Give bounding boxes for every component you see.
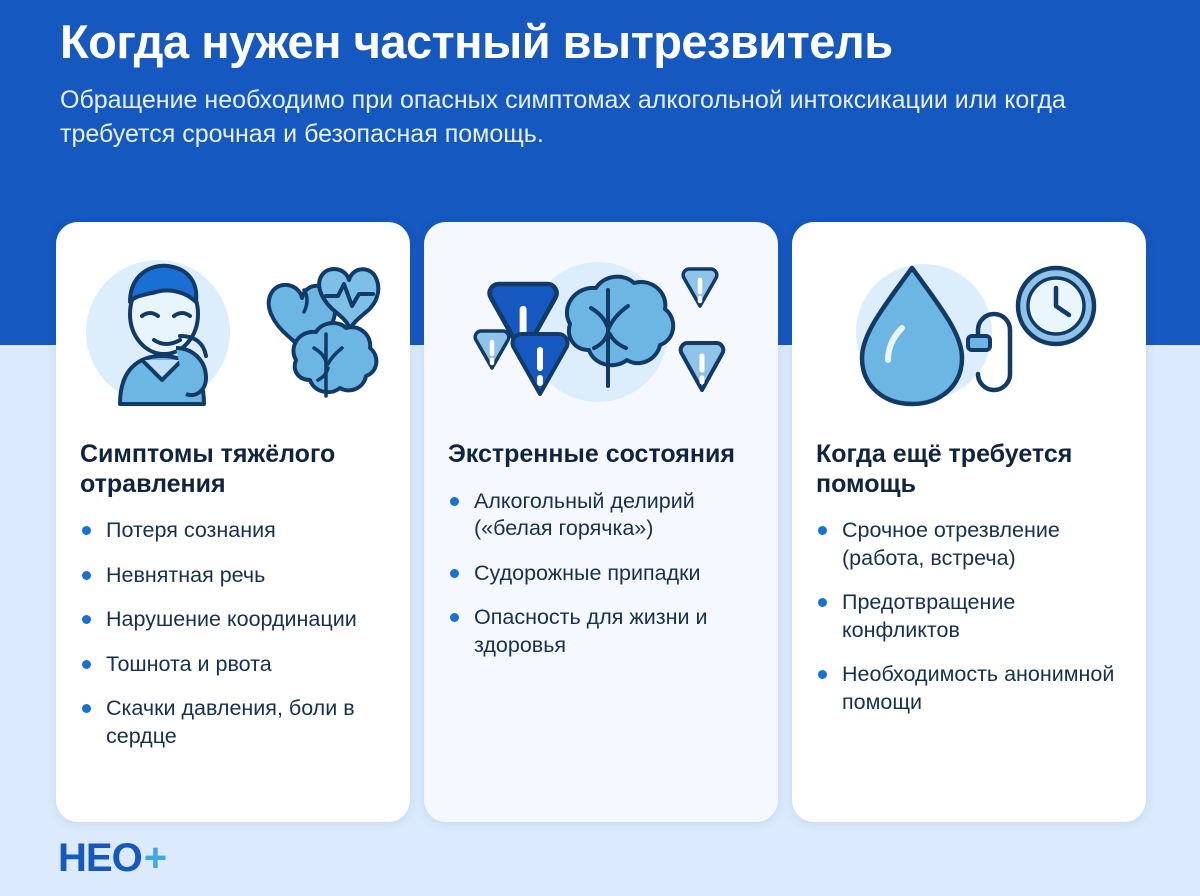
page-subtitle: Обращение необходимо при опасных симптомах алкогольной интоксикации или когда требуется срочная и безопасная помощь. bbox=[60, 85, 1066, 149]
list-item: Потеря сознания bbox=[80, 517, 386, 545]
logo-text: НЕО bbox=[58, 836, 142, 880]
list-item: Нарушение координации bbox=[80, 606, 386, 634]
logo-plus-icon: + bbox=[143, 836, 168, 880]
list-item: Алкогольный делирий («белая горячка») bbox=[448, 488, 754, 543]
card-3-list bbox=[816, 517, 1122, 716]
list-item: Судорожные припадки bbox=[448, 560, 754, 588]
warning-triangle-icon bbox=[475, 331, 509, 368]
bottom-strip bbox=[0, 888, 1200, 896]
card-2-artwork bbox=[448, 244, 754, 424]
card-3-artwork bbox=[816, 244, 1122, 424]
card-emergency-states bbox=[424, 222, 778, 822]
sick-person-illustration bbox=[80, 244, 386, 424]
card-2-title: Экстренные состояния bbox=[448, 440, 735, 468]
brand-logo bbox=[58, 838, 167, 878]
list-item: Опасность для жизни и здоровья bbox=[448, 604, 754, 659]
brain-icon bbox=[293, 323, 376, 396]
card-1-title: Симптомы тяжёлого отравления bbox=[80, 440, 336, 498]
card-1-list bbox=[80, 517, 386, 750]
page-title: Когда нужен частный вытрезвитель bbox=[60, 15, 893, 68]
card-other-help bbox=[792, 222, 1146, 822]
iv-drip-illustration bbox=[816, 244, 1122, 424]
card-1-artwork bbox=[80, 244, 386, 424]
card-2-list bbox=[448, 488, 754, 660]
list-item: Необходимость анонимной помощи bbox=[816, 661, 1122, 716]
list-item: Предотвращение конфликтов bbox=[816, 589, 1122, 644]
cards-row bbox=[56, 222, 1146, 822]
warning-triangle-icon bbox=[681, 343, 724, 390]
warning-triangle-icon bbox=[683, 269, 717, 306]
card-3-title: Когда ещё требуется помощь bbox=[816, 440, 1073, 498]
list-item: Скачки давления, боли в сердце bbox=[80, 695, 386, 750]
header bbox=[60, 16, 1150, 152]
list-item: Срочное отрезвление (работа, встреча) bbox=[816, 517, 1122, 572]
card-severe-poisoning bbox=[56, 222, 410, 822]
emergency-illustration bbox=[448, 244, 754, 424]
list-item: Невнятная речь bbox=[80, 562, 386, 590]
list-item: Тошнота и рвота bbox=[80, 651, 386, 679]
sick-person-icon bbox=[120, 266, 206, 404]
clock-icon bbox=[1018, 268, 1094, 344]
